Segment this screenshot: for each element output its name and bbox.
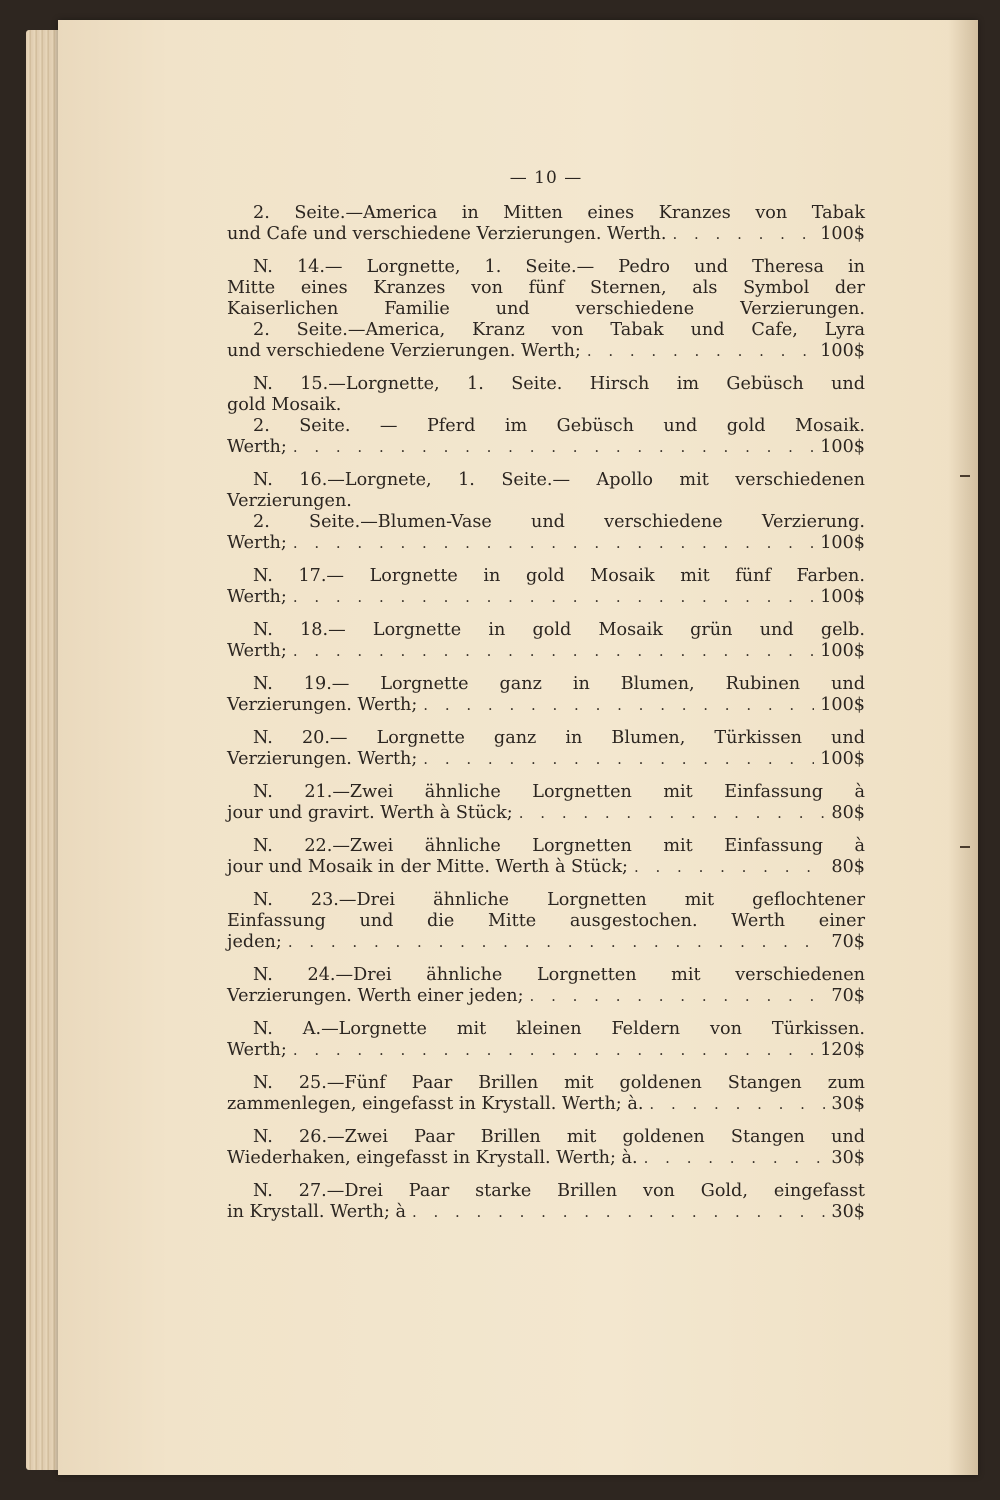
catalog-entry (227, 836, 865, 878)
catalog-entry (227, 674, 865, 716)
entry-line: 2. Seite.—Blumen-Vase und verschiedene Verzierung. (253, 512, 865, 532)
entry-line: Einfassung und die Mitte ausgestochen. Werth einer (227, 911, 865, 931)
entry-line: Mitte eines Kranzes von fünf Sternen, als Symbol der (227, 278, 865, 298)
price-value: 100$ (820, 533, 865, 553)
price-line (227, 1148, 865, 1169)
entry-line: N. 21.—Zwei ähnliche Lorgnetten mit Einfassung à (253, 782, 865, 802)
price-line-text: Werth; (227, 641, 287, 661)
entry-line: N. 19.— Lorgnette ganz in Blumen, Rubinen und (253, 674, 865, 694)
price-line (227, 641, 865, 662)
price-value: 100$ (820, 695, 865, 715)
entry-line: Kaiserlichen Familie und verschiedene Verzierungen. (227, 299, 865, 319)
catalog-entry (227, 257, 865, 362)
catalog-entry (227, 1019, 865, 1061)
price-line-text: jeden; (227, 932, 282, 952)
price-value: 30$ (831, 1148, 865, 1168)
price-value: 100$ (820, 641, 865, 661)
entry-line: gold Mosaik. (227, 395, 342, 415)
dot-leader (412, 1202, 825, 1223)
entry-line: N. 20.— Lorgnette ganz in Blumen, Türkissen und (253, 728, 865, 748)
dot-leader (423, 695, 814, 716)
price-line (227, 587, 865, 608)
price-line-text: jour und Mosaik in der Mitte. Werth à Stück; (227, 857, 628, 877)
page-text (227, 168, 865, 1235)
dot-leader (644, 1148, 826, 1169)
price-line-text: Werth; (227, 1040, 287, 1060)
price-value: 120$ (820, 1040, 865, 1060)
catalog-entry (227, 728, 865, 770)
catalog-entry (227, 203, 865, 245)
price-line-text: in Krystall. Werth; à (227, 1202, 406, 1222)
price-line-text: Werth; (227, 587, 287, 607)
price-value: 30$ (831, 1202, 865, 1222)
price-line (227, 1040, 865, 1061)
dot-leader (288, 932, 826, 953)
price-value: 100$ (820, 437, 865, 457)
dot-leader (530, 986, 826, 1007)
dot-leader (672, 224, 814, 245)
price-line (227, 695, 865, 716)
edge-mark (960, 475, 970, 477)
catalog-entry (227, 890, 865, 953)
entry-line: N. 17.— Lorgnette in gold Mosaik mit fünf Farben. (253, 566, 865, 586)
entry-line: N. 15.—Lorgnette, 1. Seite. Hirsch im Gebüsch und (253, 374, 865, 394)
catalog-entry (227, 470, 865, 554)
price-line (227, 932, 865, 953)
dot-leader (293, 641, 814, 662)
entry-line: N. 18.— Lorgnette in gold Mosaik grün und gelb. (253, 620, 865, 640)
price-value: 100$ (820, 749, 865, 769)
price-line (227, 749, 865, 770)
page-gutter-shadow (948, 20, 978, 1475)
price-line-text: Verzierungen. Werth; (227, 749, 418, 769)
price-value: 30$ (831, 1094, 865, 1114)
price-value: 70$ (831, 986, 865, 1006)
catalog-entry (227, 1073, 865, 1115)
dot-leader (293, 533, 814, 554)
price-line (227, 986, 865, 1007)
price-line-text: zammenlegen, eingefasst in Krystall. Werth; à. (227, 1094, 644, 1114)
dot-leader (293, 1040, 814, 1061)
price-value: 70$ (831, 932, 865, 952)
price-line-text: Verzierungen. Werth einer jeden; (227, 986, 524, 1006)
dot-leader (649, 1094, 825, 1115)
price-line (227, 341, 865, 362)
price-value: 80$ (831, 857, 865, 877)
dot-leader (293, 587, 814, 608)
catalog-entry (227, 782, 865, 824)
price-value: 80$ (831, 803, 865, 823)
price-line (227, 803, 865, 824)
entry-line: N. 23.—Drei ähnliche Lorgnetten mit geflochtener (253, 890, 865, 910)
entry-line: N. 16.—Lorgnete, 1. Seite.— Apollo mit verschiedenen (253, 470, 865, 490)
price-line (227, 1094, 865, 1115)
price-line (227, 1202, 865, 1223)
price-value: 100$ (820, 224, 865, 244)
entry-line: Verzierungen. (227, 491, 352, 511)
price-line-text: und verschiedene Verzierungen. Werth; (227, 341, 581, 361)
entry-line: N. 26.—Zwei Paar Brillen mit goldenen Stangen und (253, 1127, 865, 1147)
price-line-text: und Cafe und verschiedene Verzierungen. Werth. (227, 224, 667, 244)
entry-line: N. 22.—Zwei ähnliche Lorgnetten mit Einfassung à (253, 836, 865, 856)
price-line (227, 533, 865, 554)
entry-line: 2. Seite. — Pferd im Gebüsch und gold Mosaik. (253, 416, 865, 436)
dot-leader (587, 341, 814, 362)
entry-list (227, 203, 865, 1223)
price-line (227, 857, 865, 878)
page-number: — 10 — (509, 168, 583, 188)
entry-line: 2. Seite.—America, Kranz von Tabak und Cafe, Lyra (253, 320, 865, 340)
price-line (227, 224, 865, 245)
catalog-entry (227, 374, 865, 458)
price-line-text: Wiederhaken, eingefasst in Krystall. Werth; à. (227, 1148, 638, 1168)
dot-leader (519, 803, 826, 824)
entry-line: 2. Seite.—America in Mitten eines Kranzes von Tabak (253, 203, 865, 223)
dot-leader (634, 857, 825, 878)
catalog-entry (227, 566, 865, 608)
price-line-text: Werth; (227, 533, 287, 553)
entry-line: N. 24.—Drei ähnliche Lorgnetten mit verschiedenen (253, 965, 865, 985)
edge-mark (960, 846, 970, 848)
price-value: 100$ (820, 341, 865, 361)
entry-line: N. 14.— Lorgnette, 1. Seite.— Pedro und Theresa in (253, 257, 865, 277)
price-line (227, 437, 865, 458)
entry-line: N. 27.—Drei Paar starke Brillen von Gold, eingefasst (253, 1181, 865, 1201)
dot-leader (293, 437, 814, 458)
catalog-entry (227, 1127, 865, 1169)
price-line-text: Verzierungen. Werth; (227, 695, 418, 715)
entry-line: N. 25.—Fünf Paar Brillen mit goldenen Stangen zum (253, 1073, 865, 1093)
catalog-entry (227, 965, 865, 1007)
price-line-text: jour und gravirt. Werth à Stück; (227, 803, 513, 823)
price-line-text: Werth; (227, 437, 287, 457)
entry-line: N. A.—Lorgnette mit kleinen Feldern von Türkissen. (253, 1019, 865, 1039)
dot-leader (423, 749, 814, 770)
catalog-entry (227, 1181, 865, 1223)
price-value: 100$ (820, 587, 865, 607)
catalog-entry (227, 620, 865, 662)
